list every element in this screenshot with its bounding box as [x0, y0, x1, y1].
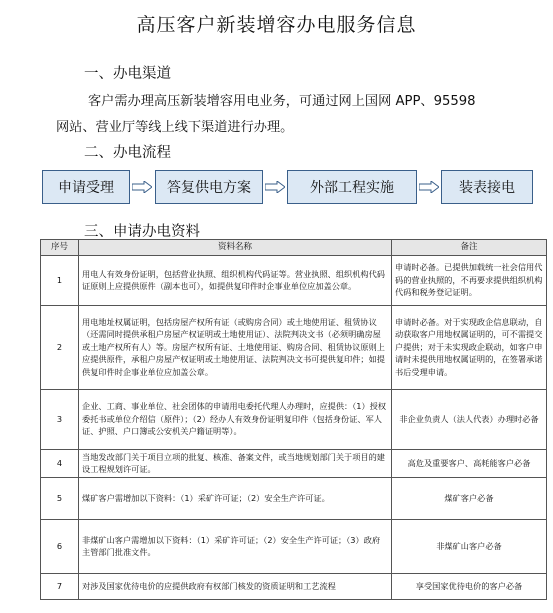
header-no: 序号	[41, 240, 79, 256]
channel-paragraph	[56, 89, 526, 141]
table-row	[41, 519, 547, 573]
table-row	[41, 305, 547, 389]
row-no: 1	[41, 255, 79, 305]
arrow-right-icon	[419, 181, 439, 193]
row-name: 煤矿客户需增加以下资料：（1）采矿许可证；（2）安全生产许可证。	[79, 477, 392, 519]
table-row	[41, 449, 547, 477]
table-header-row	[41, 240, 547, 256]
row-name: 企业、工商、事业单位、社会团体的申请用电委托代理人办理时，应提供：（1）授权委托书或单位介绍信（原件）；（2）经办人有效身份证明复印件（包括身份证、军人证、护照、户口簿或公安机关户籍证明等）。	[79, 389, 392, 449]
arrow-right-icon	[132, 181, 152, 193]
table-row	[41, 477, 547, 519]
header-name: 资料名称	[79, 240, 392, 256]
row-note: 高危及重要客户、高耗能客户必备	[392, 449, 547, 477]
header-note: 备注	[392, 240, 547, 256]
process-step-construction: 外部工程实施	[287, 170, 417, 204]
process-flow	[0, 170, 553, 206]
table-row	[41, 389, 547, 449]
row-no: 7	[41, 573, 79, 599]
channel-text-line2: 网站、营业厅等线上线下渠道进行办理。	[56, 120, 294, 135]
row-name: 用电人有效身份证明，包括营业执照、组织机构代码证等。营业执照、组织机构代码证原则上应提供原件（副本也可），如提供复印件时企事业单位应加盖公章。	[79, 255, 392, 305]
row-no: 2	[41, 305, 79, 389]
row-note: 申请时必备。对于实现政企信息联动，自动获取客户用地权属证明的，可不需提交户提供；对于未实现政企联动，如客户申请时未提供用地权属证明的，在签署承诺书后受理申请。	[392, 305, 547, 389]
row-name: 用电地址权属证明，包括房屋产权所有证（或购房合同）或土地使用证、租赁协议（还需同时提供承租户房屋产权证明或土地使用证）、法院判决文书（必须明确房屋或土地产权所有人）等。房屋产权所有证、土地使用证、购房合同、租赁协议原则上应提供原件，承租户房屋产权证明或土地使用证、法院判决文书可提供复印件；如提供复印件时企事业单位应加盖公章。	[79, 305, 392, 389]
row-note: 非企业负责人（法人代表）办理时必备	[392, 389, 547, 449]
row-note: 享受国家优待电价的客户必备	[392, 573, 547, 599]
materials-table	[40, 239, 547, 600]
row-note: 煤矿客户必备	[392, 477, 547, 519]
row-no: 4	[41, 449, 79, 477]
section-heading-materials: 三、申请办电资料	[84, 224, 200, 240]
arrow-right-icon	[265, 181, 285, 193]
section-heading-channel: 一、办电渠道	[84, 66, 171, 82]
process-step-plan: 答复供电方案	[155, 170, 263, 204]
row-name: 对涉及国家优待电价的应提供政府有权部门核发的资质证明和工艺流程	[79, 573, 392, 599]
row-name: 当地发改部门关于项目立项的批复、核准、备案文件，或当地规划部门关于项目的建设工程规划许可证。	[79, 449, 392, 477]
process-step-meter: 装表接电	[441, 170, 533, 204]
row-no: 5	[41, 477, 79, 519]
row-no: 3	[41, 389, 79, 449]
row-no: 6	[41, 519, 79, 573]
row-name: 非煤矿山客户需增加以下资料：（1）采矿许可证；（2）安全生产许可证；（3）政府主管部门批准文件。	[79, 519, 392, 573]
section-heading-process: 二、办电流程	[84, 145, 171, 161]
row-note: 非煤矿山客户必备	[392, 519, 547, 573]
table-row	[41, 573, 547, 599]
process-step-apply: 申请受理	[42, 170, 130, 204]
page-title: 高压客户新装增容办电服务信息	[136, 14, 417, 36]
table-row	[41, 255, 547, 305]
channel-text-line1: 客户需办理高压新装增容用电业务，可通过网上国网 APP、95598	[88, 94, 476, 109]
row-note: 申请时必备。已提供加载统一社会信用代码的营业执照的，不再要求提供组织机构代码和税务登记证明。	[392, 255, 547, 305]
